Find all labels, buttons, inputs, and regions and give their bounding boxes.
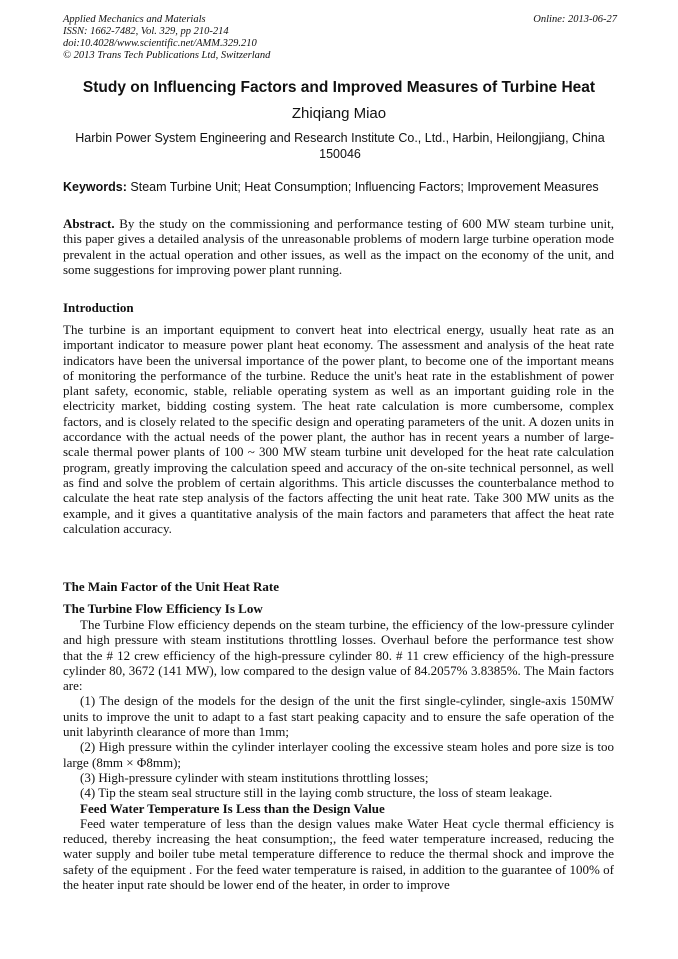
section-paragraph-2: Feed water temperature of less than the design values make Water Heat cycle thermal efficiency is reduced, thereby increasing the heat consumption;, the feed water temperature increased, reducing the water supply and boiler tube metal temperature difference to reduce the thermal shock and improve the safety of the equipment . For the feed water temperature is raised, in addition to the guarantee of 100% of the heater input rate should be lower end of the heater, in order to improve: [63, 815, 614, 893]
abstract: [63, 216, 614, 277]
abstract-label: Abstract.: [63, 216, 115, 231]
author-name: Zhiqiang Miao: [291, 105, 387, 122]
subsection-heading-2: Feed Water Temperature Is Less than the Design Value: [80, 800, 385, 816]
subsection-heading: The Turbine Flow Efficiency Is Low: [63, 601, 263, 616]
keywords-text: Steam Turbine Unit; Heat Consumption; Influencing Factors; Improvement Measures: [130, 180, 599, 194]
journal-header: [63, 14, 617, 62]
doi-line: doi:10.4028/www.scientific.net/AMM.329.210: [63, 38, 257, 49]
list-item: (1) The design of the models for the design of the unit the first single-cylinder, single-axis 150MW units to improve the unit to adapt to a fast start peaking capacity and to ensure the safe operation of the unit labyrinth clearance of more than 1mm;: [63, 693, 614, 740]
list-item: (2) High pressure within the cylinder interlayer cooling the excessive steam holes and pore size is too large (8mm × Φ8mm);: [63, 739, 614, 770]
list-item: (4) Tip the steam seal structure still in the laying comb structure, the loss of steam leakage.: [80, 785, 553, 801]
copyright-line: © 2013 Trans Tech Publications Ltd, Switzerland: [63, 50, 271, 61]
section-heading: The Main Factor of the Unit Heat Rate: [63, 579, 280, 594]
online-date: Online: 2013-06-27: [533, 14, 617, 25]
paper-title: Study on Influencing Factors and Improved Measures of Turbine Heat: [82, 79, 596, 96]
abstract-text: By the study on the commissioning and performance testing of 600 MW steam turbine unit, this paper gives a detailed analysis of the unreasonable problems of modern large turbine operation mode prevalent in the actual operation and other issues, as well as the impact on the economy of the unit, and some suggestions for improving power plant running.: [63, 216, 614, 277]
introduction-text: The turbine is an important equipment to convert heat into electrical energy, usually heat rate as an important indicator to measure power plant heat economy. The assessment and analysis of the heat rate indicators have been the universal importance of the power plant, to become one of the important means of monitoring the performance of the turbine. Reduce the unit's heat rate in the establishment of power plant safety, economic, stable, reliable operating system as well as an important guiding role in the electricity market, bidding costing system. The heat rate calculation is more cumbersome, complex factors, and is closely related to the specific design and operating parameters of the unit. A dozen units in accordance with the actual needs of the power plant, the author has in recent years a number of large-scale thermal power plants of 100 ~ 300 MW steam turbine unit developed for the heat rate calculation program, greatly improving the calculation speed and accuracy of the on-site technical personnel, as well as find and solve the problem of certain algorithms. This article discusses the counterbalance method to calculate the heat rate step analysis of the factors affecting the unit heat rate. Take 300 MW units as the example, and it gives a quantitative analysis of the main factors and parameters that affect the heat rate calculation accuracy.: [63, 322, 614, 536]
section-paragraph: The Turbine Flow efficiency depends on the steam turbine, the efficiency of the low-pressure cylinder and high pressure with steam institutions throttling losses. Overhaul before the performance test show that the # 12 crew efficiency of the high-pressure cylinder 80. # 11 crew efficiency of the high-pressure cylinder 80, 3672 (141 MW), low compared to the design value of 84.2057% 3.8385%. The Main factors are:: [63, 617, 614, 694]
keywords-label: Keywords:: [63, 180, 127, 194]
list-item: (3) High-pressure cylinder with steam institutions throttling losses;: [80, 769, 429, 785]
journal-name: Applied Mechanics and Materials: [63, 14, 206, 25]
affiliation: Harbin Power System Engineering and Research Institute Co., Ltd., Harbin, Heilongjiang, China 150046: [75, 131, 605, 161]
keywords: [63, 180, 623, 195]
issn-line: ISSN: 1662-7482, Vol. 329, pp 210-214: [63, 26, 229, 37]
introduction-heading: Introduction: [63, 300, 134, 315]
section-content: [63, 617, 614, 892]
